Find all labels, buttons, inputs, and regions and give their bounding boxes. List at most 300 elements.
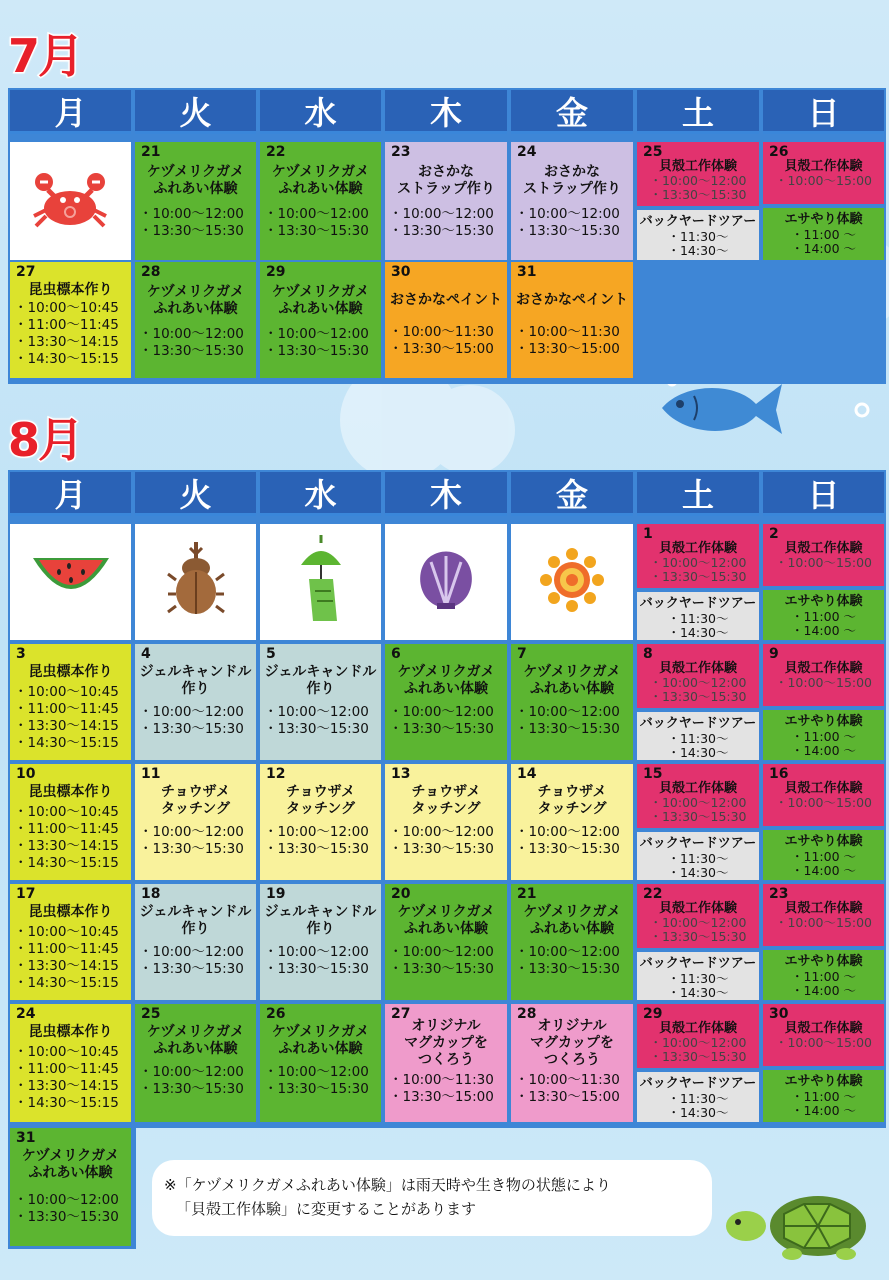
time-slot: ・10:00〜12:00 — [389, 704, 494, 720]
weekend-top-block — [763, 524, 884, 586]
time-slot: ・10:00〜12:00 — [139, 704, 244, 720]
time-slot: ・14:30〜 — [667, 985, 729, 1000]
event-cell-weekend — [763, 644, 884, 760]
time-slot: ・10:00〜12:00 — [264, 824, 369, 840]
day-number: 2 — [769, 526, 779, 542]
time-slot: ・11:00 〜 — [791, 609, 856, 624]
time-slot: ・13:30〜15:30 — [264, 1081, 369, 1097]
event-title: ジェルキャンドル 作り — [264, 664, 377, 697]
event-title: ケヅメリクガメ ふれあい体験 — [21, 1148, 120, 1181]
august-weekday-header: 木 — [385, 472, 507, 516]
event-title: バックヤードツアー — [639, 1076, 757, 1091]
day-number: 25 — [643, 144, 663, 160]
event-title: エサやり体験 — [784, 714, 863, 729]
time-slot: ・10:00〜12:00 — [264, 206, 369, 222]
time-slot: ・10:00〜15:00 — [774, 915, 873, 930]
event-cell — [511, 262, 633, 378]
day-number: 26 — [769, 144, 789, 160]
day-number: 31 — [16, 1130, 36, 1146]
time-slot: ・13:30〜15:30 — [515, 841, 620, 857]
day-number: 14 — [517, 766, 537, 782]
weekend-top-block — [637, 524, 759, 588]
time-slot: ・13:30〜15:30 — [139, 841, 244, 857]
fish-icon — [656, 376, 788, 442]
day-number: 19 — [266, 886, 286, 902]
event-title: 貝殻工作体験 — [784, 159, 863, 174]
weekend-top-block — [763, 644, 884, 706]
event-cell-weekend — [763, 524, 884, 640]
event-cell — [10, 644, 131, 760]
time-slot: ・14:30〜15:15 — [14, 351, 119, 367]
event-title: 貝殻工作体験 — [658, 661, 737, 676]
weekend-bottom-block — [763, 208, 884, 260]
time-slot: ・13:30〜14:15 — [14, 718, 119, 734]
day-number: 15 — [643, 766, 663, 782]
day-number: 28 — [141, 264, 161, 280]
time-slot: ・13:30〜15:30 — [264, 961, 369, 977]
weekend-bottom-block — [637, 592, 759, 640]
event-title: おさかな ストラップ作り — [397, 164, 495, 197]
day-number: 20 — [391, 886, 411, 902]
day-number: 21 — [141, 144, 161, 160]
time-slot: ・10:00〜12:00 — [515, 824, 620, 840]
time-slot: ・10:00〜12:00 — [515, 944, 620, 960]
weekend-bottom-block — [637, 832, 759, 880]
day-number: 16 — [769, 766, 789, 782]
weekend-top-block — [763, 884, 884, 946]
event-cell — [135, 142, 256, 260]
time-slot: ・14:30〜 — [667, 625, 729, 640]
time-slot: ・11:00 〜 — [791, 227, 856, 242]
time-slot: ・11:00 〜 — [791, 729, 856, 744]
event-cell — [511, 764, 633, 880]
event-title: チョウザメ タッチング — [537, 784, 607, 817]
time-slot: ・11:30〜 — [667, 971, 729, 986]
time-slot: ・13:30〜15:30 — [649, 689, 747, 704]
day-number: 9 — [769, 646, 779, 662]
weekend-bottom-block — [763, 830, 884, 880]
event-title: ケヅメリクガメ ふれあい体験 — [271, 164, 370, 197]
time-slot: ・13:30〜15:30 — [264, 841, 369, 857]
time-slot: ・10:00〜12:00 — [389, 824, 494, 840]
august-weekday-header: 土 — [637, 472, 759, 516]
time-slot: ・14:30〜15:15 — [14, 735, 119, 751]
time-slot: ・10:00〜10:45 — [14, 924, 119, 940]
time-slot: ・10:00〜12:00 — [264, 326, 369, 342]
day-number: 8 — [643, 646, 653, 662]
time-slot: ・10:00〜12:00 — [649, 173, 747, 188]
day-number: 5 — [266, 646, 276, 662]
time-slot: ・14:00 〜 — [791, 241, 856, 256]
time-slot: ・13:30〜15:30 — [515, 961, 620, 977]
event-cell — [385, 884, 507, 1000]
day-number: 7 — [517, 646, 527, 662]
time-slot: ・10:00〜12:00 — [139, 944, 244, 960]
time-slot: ・10:00〜12:00 — [264, 704, 369, 720]
august-weekday-header: 日 — [763, 472, 884, 516]
august-weekday-header: 月 — [10, 472, 131, 516]
shell-icon — [411, 548, 481, 616]
time-slot: ・13:30〜15:30 — [139, 223, 244, 239]
event-cell-weekend — [763, 884, 884, 1000]
time-slot: ・10:00〜12:00 — [649, 795, 747, 810]
event-cell — [385, 644, 507, 760]
time-slot: ・13:30〜15:00 — [389, 341, 494, 357]
event-cell — [511, 142, 633, 260]
event-title: ケヅメリクガメ ふれあい体験 — [271, 284, 370, 317]
note-line-1: ※「ケヅメリクガメふれあい体験」は雨天時や生き物の状態により — [164, 1176, 611, 1194]
time-slot: ・10:00〜15:00 — [774, 1035, 873, 1050]
july-weekday-header: 金 — [511, 90, 633, 134]
weekend-top-block — [637, 644, 759, 708]
event-cell-weekend — [637, 884, 759, 1000]
august-weekday-header: 金 — [511, 472, 633, 516]
event-title: 昆虫標本作り — [28, 664, 113, 680]
day-number: 24 — [16, 1006, 36, 1022]
event-cell — [260, 884, 381, 1000]
event-title: オリジナル マグカップを つくろう — [404, 1018, 488, 1068]
event-title: 貝殻工作体験 — [784, 541, 863, 556]
time-slot: ・10:00〜12:00 — [264, 944, 369, 960]
time-slot: ・10:00〜15:00 — [774, 555, 873, 570]
event-cell — [260, 644, 381, 760]
time-slot: ・14:30〜15:15 — [14, 1095, 119, 1111]
time-slot: ・13:30〜14:15 — [14, 838, 119, 854]
event-title: 昆虫標本作り — [28, 282, 113, 298]
event-cell — [511, 884, 633, 1000]
weekend-bottom-block — [637, 1072, 759, 1122]
time-slot: ・10:00〜12:00 — [389, 944, 494, 960]
event-cell — [511, 644, 633, 760]
event-title: 貝殻工作体験 — [784, 1021, 863, 1036]
event-title: バックヤードツアー — [639, 836, 757, 851]
day-number: 27 — [391, 1006, 411, 1022]
day-number: 21 — [517, 886, 537, 902]
time-slot: ・10:00〜12:00 — [14, 1192, 119, 1208]
day-number: 18 — [141, 886, 161, 902]
time-slot: ・14:00 〜 — [791, 743, 856, 758]
event-title: ケヅメリクガメ ふれあい体験 — [146, 164, 245, 197]
time-slot: ・14:30〜 — [667, 243, 729, 258]
event-cell — [511, 1004, 633, 1122]
july-weekday-header: 月 — [10, 90, 131, 134]
icon-cell — [385, 524, 507, 640]
event-title: ケヅメリクガメ ふれあい体験 — [146, 284, 245, 317]
time-slot: ・10:00〜12:00 — [139, 824, 244, 840]
july-weekday-header: 土 — [637, 90, 759, 134]
event-cell — [385, 142, 507, 260]
time-slot: ・13:30〜15:30 — [649, 187, 747, 202]
day-number: 3 — [16, 646, 26, 662]
time-slot: ・10:00〜12:00 — [649, 1035, 747, 1050]
event-cell — [260, 1004, 381, 1122]
time-slot: ・10:00〜15:00 — [774, 675, 873, 690]
event-cell — [385, 262, 507, 378]
event-title: 貝殻工作体験 — [784, 781, 863, 796]
time-slot: ・11:00〜11:45 — [14, 701, 119, 717]
time-slot: ・14:30〜 — [667, 745, 729, 760]
time-slot: ・10:00〜11:30 — [515, 1072, 620, 1088]
weekend-bottom-block — [763, 710, 884, 760]
event-cell-weekend — [763, 1004, 884, 1122]
time-slot: ・13:30〜15:30 — [389, 841, 494, 857]
day-number: 30 — [769, 1006, 789, 1022]
event-cell — [135, 262, 256, 378]
event-title: ケヅメリクガメ ふれあい体験 — [397, 664, 495, 697]
july-weekday-header: 日 — [763, 90, 884, 134]
event-cell — [10, 764, 131, 880]
event-title: 昆虫標本作り — [28, 1024, 113, 1040]
event-cell — [10, 262, 131, 378]
event-cell — [260, 764, 381, 880]
event-title: 貝殻工作体験 — [658, 1021, 737, 1036]
day-number: 13 — [391, 766, 411, 782]
july-title: 7月 — [8, 29, 83, 83]
time-slot: ・10:00〜15:00 — [774, 173, 873, 188]
time-slot: ・11:30〜 — [667, 851, 729, 866]
time-slot: ・13:30〜15:30 — [515, 721, 620, 737]
time-slot: ・13:30〜15:30 — [264, 343, 369, 359]
time-slot: ・11:00 〜 — [791, 849, 856, 864]
time-slot: ・14:30〜15:15 — [14, 975, 119, 991]
day-number: 27 — [16, 264, 36, 280]
time-slot: ・10:00〜10:45 — [14, 1044, 119, 1060]
event-cell-weekend — [637, 1004, 759, 1122]
weekend-bottom-block — [637, 952, 759, 1000]
time-slot: ・14:30〜 — [667, 865, 729, 880]
time-slot: ・13:30〜15:00 — [515, 1089, 620, 1105]
time-slot: ・11:00 〜 — [791, 1089, 856, 1104]
day-number: 30 — [391, 264, 411, 280]
event-title: エサやり体験 — [784, 954, 863, 969]
time-slot: ・10:00〜12:00 — [515, 704, 620, 720]
icon-cell — [10, 524, 131, 640]
time-slot: ・13:30〜15:30 — [264, 721, 369, 737]
time-slot: ・11:00〜11:45 — [14, 941, 119, 957]
time-slot: ・13:30〜15:30 — [649, 1049, 747, 1064]
time-slot: ・10:00〜11:30 — [389, 324, 494, 340]
event-title: ジェルキャンドル 作り — [264, 904, 377, 937]
day-number: 24 — [517, 144, 537, 160]
event-cell-weekend — [637, 644, 759, 760]
day-number: 29 — [266, 264, 286, 280]
time-slot: ・14:00 〜 — [791, 1103, 856, 1118]
weekend-bottom-block — [763, 590, 884, 640]
note-line-2: 「貝殻工作体験」に変更することがあります — [176, 1200, 477, 1218]
event-title: ジェルキャンドル 作り — [139, 664, 252, 697]
event-title: エサやり体験 — [784, 1074, 863, 1089]
event-title: エサやり体験 — [784, 834, 863, 849]
day-number: 26 — [266, 1006, 286, 1022]
time-slot: ・13:30〜15:30 — [389, 961, 494, 977]
time-slot: ・14:00 〜 — [791, 623, 856, 638]
time-slot: ・14:30〜15:15 — [14, 855, 119, 871]
turtle-icon — [722, 1186, 882, 1266]
time-slot: ・10:00〜11:30 — [389, 1072, 494, 1088]
icon-cell — [135, 524, 256, 640]
time-slot: ・10:00〜10:45 — [14, 684, 119, 700]
time-slot: ・10:00〜12:00 — [649, 915, 747, 930]
time-slot: ・13:30〜14:15 — [14, 958, 119, 974]
july-weekday-header: 火 — [135, 90, 256, 134]
weekend-top-block — [637, 142, 759, 206]
day-number: 12 — [266, 766, 286, 782]
day-number: 31 — [517, 264, 537, 280]
sunflower-icon — [540, 548, 604, 616]
time-slot: ・13:30〜15:30 — [139, 343, 244, 359]
august-title: 8月 — [8, 413, 83, 467]
weekend-top-block — [763, 1004, 884, 1066]
event-cell — [135, 1004, 256, 1122]
wind-chime-icon — [293, 535, 349, 629]
time-slot: ・13:30〜15:00 — [515, 341, 620, 357]
time-slot: ・13:30〜15:30 — [14, 1209, 119, 1225]
weekend-top-block — [637, 1004, 759, 1068]
watermelon-icon — [29, 550, 113, 614]
time-slot: ・11:00〜11:45 — [14, 317, 119, 333]
event-title: おさかなペイント — [516, 292, 628, 308]
event-title: エサやり体験 — [784, 594, 863, 609]
event-title: バックヤードツアー — [639, 596, 757, 611]
time-slot: ・14:00 〜 — [791, 863, 856, 878]
day-number: 10 — [16, 766, 36, 782]
time-slot: ・10:00〜12:00 — [139, 1064, 244, 1080]
event-cell-weekend — [637, 142, 759, 260]
time-slot: ・10:00〜12:00 — [139, 326, 244, 342]
weekend-top-block — [763, 142, 884, 204]
weekend-top-block — [637, 764, 759, 828]
time-slot: ・14:30〜 — [667, 1105, 729, 1120]
day-number: 22 — [643, 886, 663, 902]
time-slot: ・13:30〜15:30 — [139, 721, 244, 737]
event-cell — [385, 764, 507, 880]
time-slot: ・11:00〜11:45 — [14, 1061, 119, 1077]
time-slot: ・13:30〜15:00 — [389, 1089, 494, 1105]
day-number: 1 — [643, 526, 653, 542]
time-slot: ・10:00〜12:00 — [515, 206, 620, 222]
event-title: エサやり体験 — [784, 212, 863, 227]
event-title: ケヅメリクガメ ふれあい体験 — [146, 1024, 245, 1057]
time-slot: ・10:00〜12:00 — [139, 206, 244, 222]
time-slot: ・10:00〜10:45 — [14, 300, 119, 316]
event-cell — [135, 884, 256, 1000]
weekend-top-block — [763, 764, 884, 826]
time-slot: ・10:00〜12:00 — [389, 206, 494, 222]
time-slot: ・10:00〜12:00 — [264, 1064, 369, 1080]
event-cell — [260, 142, 381, 260]
july-weekday-header: 水 — [260, 90, 381, 134]
time-slot: ・11:30〜 — [667, 229, 729, 244]
day-number: 6 — [391, 646, 401, 662]
day-number: 25 — [141, 1006, 161, 1022]
weekend-bottom-block — [763, 1070, 884, 1122]
event-title: ケヅメリクガメ ふれあい体験 — [523, 904, 621, 937]
event-title: バックヤードツアー — [639, 214, 757, 229]
event-cell-weekend — [763, 142, 884, 260]
event-cell — [10, 1128, 131, 1246]
day-number: 28 — [517, 1006, 537, 1022]
event-title: 貝殻工作体験 — [658, 901, 737, 916]
crab-icon-cell — [10, 142, 131, 260]
weekend-bottom-block — [637, 712, 759, 760]
event-title: 昆虫標本作り — [28, 784, 113, 800]
time-slot: ・10:00〜15:00 — [774, 795, 873, 810]
event-title: バックヤードツアー — [639, 716, 757, 731]
crab-icon — [30, 170, 110, 234]
day-number: 11 — [141, 766, 161, 782]
time-slot: ・14:00 〜 — [791, 983, 856, 998]
event-title: 貝殻工作体験 — [658, 781, 737, 796]
event-title: バックヤードツアー — [639, 956, 757, 971]
time-slot: ・11:30〜 — [667, 611, 729, 626]
time-slot: ・13:30〜15:30 — [139, 961, 244, 977]
august-weekday-header: 水 — [260, 472, 381, 516]
time-slot: ・13:30〜15:30 — [649, 929, 747, 944]
icon-cell — [260, 524, 381, 640]
day-number: 22 — [266, 144, 286, 160]
event-title: チョウザメ タッチング — [160, 784, 231, 817]
july-weekday-header: 木 — [385, 90, 507, 134]
event-cell — [385, 1004, 507, 1122]
event-title: ケヅメリクガメ ふれあい体験 — [397, 904, 495, 937]
time-slot: ・13:30〜15:30 — [515, 223, 620, 239]
weekend-bottom-block — [763, 950, 884, 1000]
event-title: チョウザメ タッチング — [285, 784, 356, 817]
day-number: 23 — [391, 144, 411, 160]
event-title: オリジナル マグカップを つくろう — [530, 1018, 614, 1068]
time-slot: ・13:30〜15:30 — [264, 223, 369, 239]
time-slot: ・11:00 〜 — [791, 969, 856, 984]
beetle-icon — [166, 540, 226, 624]
time-slot: ・13:30〜15:30 — [389, 223, 494, 239]
event-title: おさかなペイント — [390, 292, 502, 308]
event-cell-weekend — [637, 764, 759, 880]
weekend-top-block — [637, 884, 759, 948]
time-slot: ・10:00〜12:00 — [649, 675, 747, 690]
event-title: ケヅメリクガメ ふれあい体験 — [523, 664, 621, 697]
event-cell — [135, 644, 256, 760]
time-slot: ・13:30〜14:15 — [14, 1078, 119, 1094]
event-title: チョウザメ タッチング — [411, 784, 481, 817]
event-title: 貝殻工作体験 — [784, 661, 863, 676]
time-slot: ・10:00〜10:45 — [14, 804, 119, 820]
day-number: 4 — [141, 646, 151, 662]
time-slot: ・11:00〜11:45 — [14, 821, 119, 837]
event-title: 貝殻工作体験 — [658, 159, 737, 174]
time-slot: ・13:30〜15:30 — [139, 1081, 244, 1097]
event-cell — [260, 262, 381, 378]
icon-cell — [511, 524, 633, 640]
time-slot: ・13:30〜15:30 — [649, 569, 747, 584]
event-title: 昆虫標本作り — [28, 904, 113, 920]
event-title: ケヅメリクガメ ふれあい体験 — [271, 1024, 370, 1057]
time-slot: ・13:30〜15:30 — [649, 809, 747, 824]
august-weekday-header: 火 — [135, 472, 256, 516]
event-cell-weekend — [763, 764, 884, 880]
day-number: 17 — [16, 886, 36, 902]
time-slot: ・13:30〜14:15 — [14, 334, 119, 350]
event-cell — [10, 1004, 131, 1122]
day-number: 23 — [769, 886, 789, 902]
event-cell-weekend — [637, 524, 759, 640]
event-title: ジェルキャンドル 作り — [139, 904, 252, 937]
time-slot: ・11:30〜 — [667, 1091, 729, 1106]
event-title: 貝殻工作体験 — [784, 901, 863, 916]
event-cell — [135, 764, 256, 880]
event-title: 貝殻工作体験 — [658, 541, 737, 556]
event-title: おさかな ストラップ作り — [523, 164, 621, 197]
time-slot: ・11:30〜 — [667, 731, 729, 746]
